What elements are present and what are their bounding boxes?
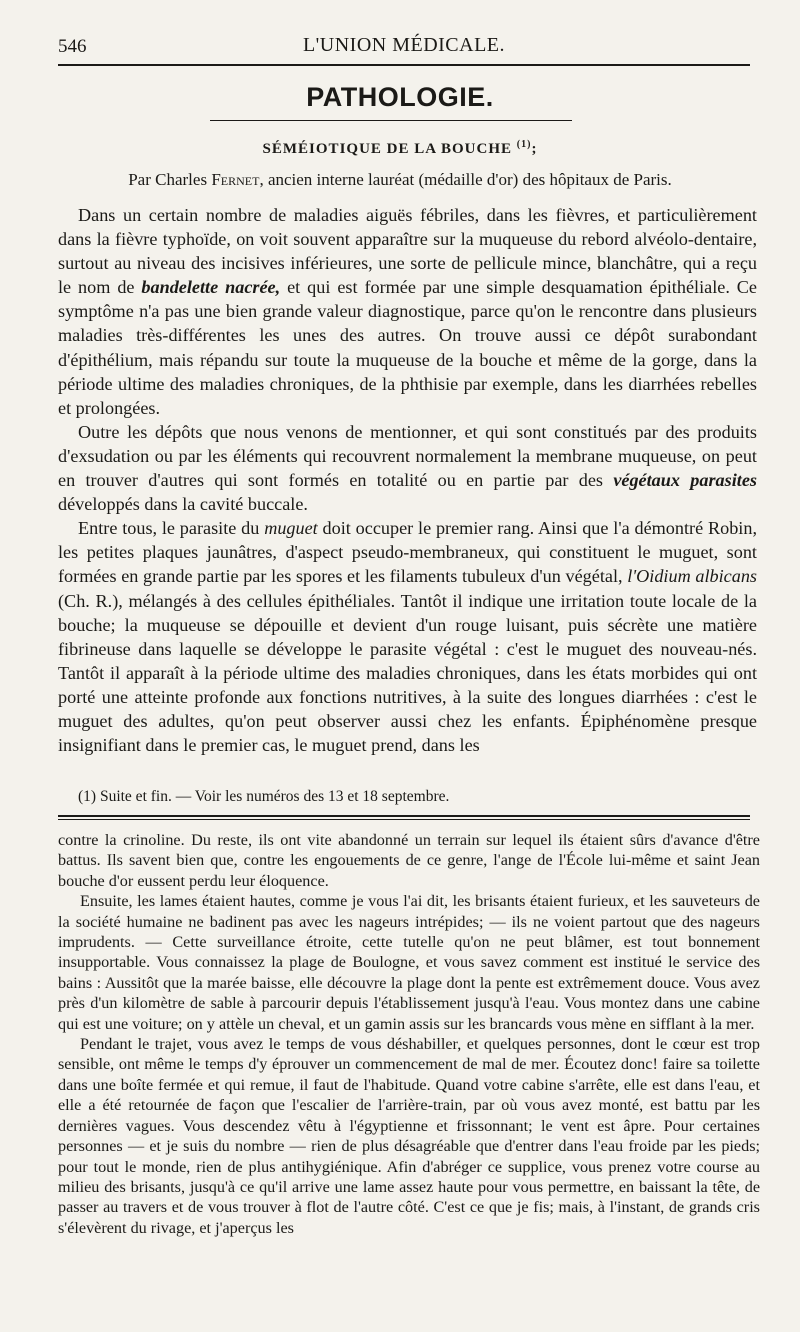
paragraph-text: développés dans la cavité buccale. [58, 494, 308, 515]
article-title-text: SÉMÉIOTIQUE DE LA BOUCHE [262, 141, 513, 157]
feuilleton-rule [58, 815, 750, 817]
article-title [0, 139, 800, 158]
article-title-tail: ; [531, 141, 538, 157]
paragraph-text: et qui est formée par une simple desquamation épithéliale. Ce symptôme n'a pas une bien grande valeur diagnostique, parce qu'on le rencontre dans plusieurs maladies très-différentes les unes des autres. On trouve aussi ce dépôt surabondant d'épithélium, mais répandu sur toute la muqueuse de la bouche et même de la gorge, dans la période ultime des maladies chroniques, de la phthisie par exemple, dans les diarrhées rebelles et prolongées. [58, 277, 757, 418]
byline-prefix: Par Charles [128, 170, 208, 189]
feuilleton-body [58, 830, 760, 1238]
section-title: PATHOLOGIE. [306, 82, 494, 112]
paragraph [58, 203, 757, 420]
running-header [58, 32, 750, 62]
paragraph [58, 420, 757, 516]
footnote-marker: (1) [516, 139, 532, 150]
page-number: 546 [58, 36, 87, 57]
paragraph-text: Outre les dépôts que nous venons de mentionner, et qui sont constitués par des produits d'exsudation ou par les éléments qui recouvrent normalement la membrane muqueuse, on peut en trouver d'autres qui sont formés en totalité ou en partie par des [58, 421, 757, 491]
paragraph: contre la crinoline. Du reste, ils ont vite abandonné un terrain sur lequel ils étaient sûrs d'avance d'être battus. Ils savent bien que, contre les engouements de ce genre, l'ange de l'École lui-même et saint Jean bouche d'or eussent perdu leur éloquence. [58, 831, 760, 890]
paragraph-text: Entre tous, le parasite du [78, 518, 265, 539]
author-byline [0, 170, 800, 190]
paragraph-text: (Ch. R.), mélangés à des cellules épithéliales. Tantôt il indique une irritation toute locale de la bouche; la muqueuse se dépouille et devient d'un rouge luisant, puis sécrète une matière fibrineuse dans laquelle se développe le parasite végétal : c'est le muguet des nouveau-nés. Tantôt il apparaît à la période ultime des maladies chroniques, dans les états morbides qui ont porté une atteinte profonde aux fonctions nutritives, à la suite des longues diarrhées : c'est le muguet des adultes, qu'on peut observer aussi chez les enfants. Épiphénomène presque insignifiant dans le premier cas, le muguet prend, dans les [58, 590, 757, 756]
byline-suffix: , ancien interne lauréat (médaille d'or) des hôpitaux de Paris. [259, 170, 672, 189]
term-oidium: l'Oidium albicans [627, 566, 757, 587]
author-name: Fernet [211, 170, 260, 189]
term-bandelette: bandelette nacrée, [141, 277, 281, 298]
term-muguet: muguet [264, 518, 318, 539]
term-vegetaux: végétaux parasites [613, 470, 757, 491]
article-body [58, 203, 757, 757]
journal-title: L'UNION MÉDICALE. [302, 34, 506, 56]
section-rule [210, 120, 572, 121]
paragraph-text: doit occuper le premier rang. Ainsi que l'a démontré Robin, les petites plaques jaunâtres, d'aspect pseudo-membraneux, qui constituent le muguet, sont formées en grande partie par les spores et les filaments tubuleux d'un végétal, [58, 518, 758, 587]
feuilleton-rule-thin [58, 819, 750, 820]
header-rule [58, 64, 750, 66]
paragraph: Pendant le trajet, vous avez le temps de vous déshabiller, et quelques personnes, dont le cœur est trop sensible, ont même le temps d'y éprouver un commencement de mal de mer. Écoutez donc! faire sa toilette dans une boîte fermée et qui remue, il faut de l'habitude. Quand votre cabine s'arrête, elle est dans l'eau, et elle a été retournée de façon que l'escalier de l'arrière-train, par où vous avez monté, est battu par les dernières vagues. Vous descendez vêtu à l'égyptienne et frissonnant; le vent est âpre. Pour certaines personnes — et je suis du nombre — rien de plus désagréable que d'entrer dans l'eau froide par les pieds; pour tout le monde, rien de plus antihygiénique. Afin d'abréger ce supplice, vous prenez votre course au milieu des brisants, jusqu'à ce qu'il arrive une lame assez haute pour vous permettre, en baissant la tête, de passer au travers et de vous trouver à flot de l'autre côté. C'est ce que je fis; mais, à l'instant, de grands cris s'élevèrent du rivage, et j'aperçus les [58, 1035, 760, 1237]
paragraph-text: Dans un certain nombre de maladies aiguës fébriles, dans les fièvres, et particulièrement dans la fièvre typhoïde, on voit souvent apparaître sur la muqueuse du rebord alvéolo-dentaire, surtout au niveau des incisives inférieures, une sorte de pellicule mince, blanchâtre, qui a reçu le nom de [58, 205, 757, 298]
paragraph [58, 516, 757, 757]
footnote: (1) Suite et fin. — Voir les numéros des 13 et 18 septembre. [78, 788, 450, 805]
paragraph: Ensuite, les lames étaient hautes, comme je vous l'ai dit, les brisants étaient furieux, et les sauveteurs de la société humaine ne badinent pas avec les nageurs intrépides; — ils ne voient partout que des nageurs imprudents. — Cette surveillance étroite, cette tutelle qu'on ne peut blâmer, est tout bonnement insupportable. Vous connaissez la plage de Boulogne, et vous savez comment est institué le service des bains : Aussitôt que la marée baisse, elle découvre la plage dont la pente est extrêmement douce. Vous avez près d'un kilomètre de sable à parcourir depuis l'établissement jusqu'à l'eau. Vous montez dans une cabine qui est une voiture; on y attèle un cheval, et un gamin assis sur les brancards vous mène en sifflant à la mer. [58, 892, 760, 1033]
